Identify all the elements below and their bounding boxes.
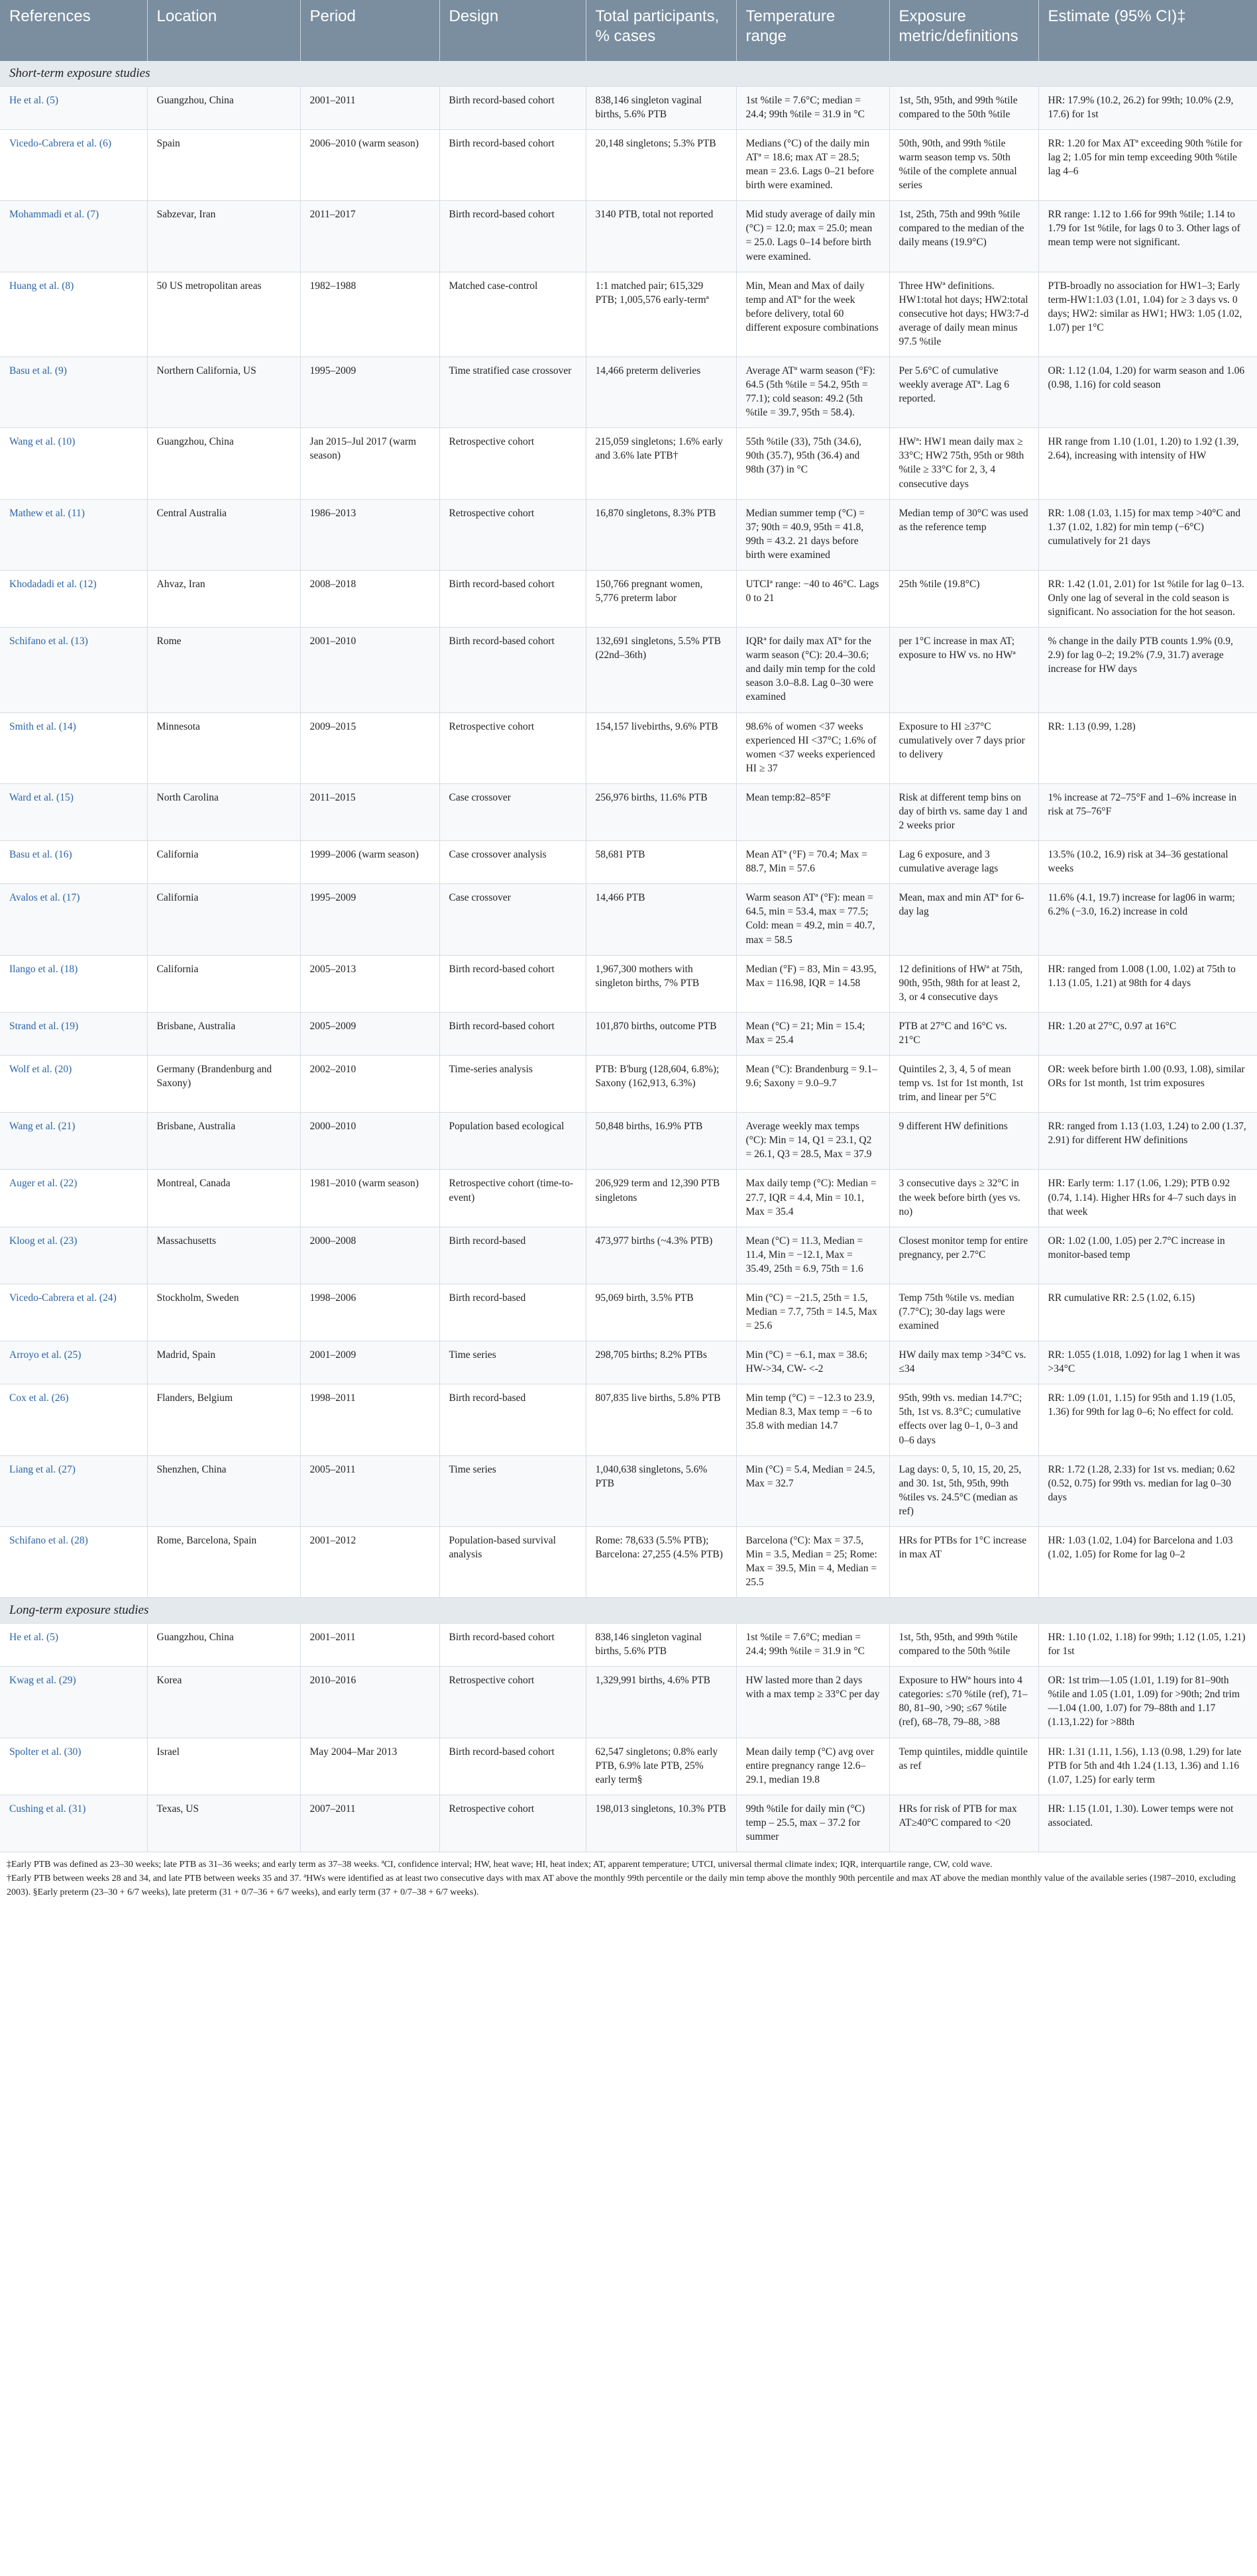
table-cell: PTB at 27°C and 16°C vs. 21°C [889, 1012, 1038, 1055]
table-cell: Ahvaz, Iran [147, 570, 300, 627]
table-cell: HR: ranged from 1.008 (1.00, 1.02) at 75th to 1.13 (1.05, 1.21) at 98th for 4 days [1038, 955, 1257, 1012]
table-cell: Temp quintiles, middle quintile as ref [889, 1738, 1038, 1795]
table-cell: Mean, max and min ATª for 6-day lag [889, 884, 1038, 955]
table-cell: Birth record-based cohort [439, 955, 586, 1012]
table-cell: 58,681 PTB [586, 841, 736, 884]
table-cell: Lag days: 0, 5, 10, 15, 20, 25, and 30. 1st, 5th, 95th, 99th %tiles vs. 24.5°C (median as ref) [889, 1455, 1038, 1526]
table-cell: Birth record-based cohort [439, 129, 586, 200]
table-cell: Massachusetts [147, 1227, 300, 1284]
table-cell: 2000–2010 [300, 1113, 439, 1170]
table-cell: 101,870 births, outcome PTB [586, 1012, 736, 1055]
reference-cell[interactable]: Mohammadi et al. (7) [0, 201, 147, 272]
table-cell: Korea [147, 1667, 300, 1738]
table-cell: 14,466 PTB [586, 884, 736, 955]
table-cell: OR: 1.12 (1.04, 1.20) for warm season and 1.06 (0.98, 1.16) for cold season [1038, 357, 1257, 428]
table-cell: HR: 1.15 (1.01, 1.30). Lower temps were not associated. [1038, 1795, 1257, 1852]
table-cell: Case crossover [439, 783, 586, 840]
table-cell: Madrid, Spain [147, 1341, 300, 1384]
table-cell: 50,848 births, 16.9% PTB [586, 1113, 736, 1170]
table-cell: Guangzhou, China [147, 428, 300, 499]
table-cell: Average ATª warm season (°F): 64.5 (5th %tile = 54.2, 95th = 77.1); cold season: 49.2 (5th %tile = 39.7, 95th = 58.4). [736, 357, 889, 428]
footnote: †Early PTB between weeks 28 and 34, and late PTB between weeks 35 and 37. ªHWs were identified as at least two consecutive days with max AT above the monthly 99th percentile or the daily min temp above the monthly 90th percentile and max AT above the median monthly value of the available series (1987–2010, excluding 2003). §Early preterm (23–30 + 6/7 weeks), late preterm (31 + 0/7–36 + 6/7 weeks), and early term (37 + 0/7–38 + 6/7 weeks). [7, 1874, 1236, 1897]
table-cell: Exposure to HWª hours into 4 categories: ≤70 %tile (ref), 71–80, 81–90, >90; ≤67 %tile (ref), 68–78, 79–88, >88 [889, 1667, 1038, 1738]
table-cell: Mid study average of daily min (°C) = 12.0; max = 25.0; mean = 25.0. Lags 0–14 before birth were examined. [736, 201, 889, 272]
table-cell: Central Australia [147, 499, 300, 570]
table-cell: PTB-broadly no association for HW1–3; Early term-HW1:1.03 (1.01, 1.04) for ≥ 3 days vs. 0 days; HW2: similar as HW1; HW3: 1.05 (1.02, 1.07) per 1°C [1038, 272, 1257, 357]
table-cell: HR: Early term: 1.17 (1.06, 1.29); PTB 0.92 (0.74, 1.14). Higher HRs for 4–7 such days in that week [1038, 1170, 1257, 1227]
table-row [0, 1284, 1257, 1341]
table-cell: Montreal, Canada [147, 1170, 300, 1227]
table-cell: Rome: 78,633 (5.5% PTB); Barcelona: 27,255 (4.5% PTB) [586, 1526, 736, 1597]
table-cell: Per 5.6°C of cumulative weekly average ATª. Lag 6 reported. [889, 357, 1038, 428]
table-cell: 2011–2017 [300, 201, 439, 272]
table-cell: Birth record-based [439, 1227, 586, 1284]
table-cell: Retrospective cohort [439, 1795, 586, 1852]
table-cell: 1995–2009 [300, 357, 439, 428]
table-cell: 2002–2010 [300, 1055, 439, 1112]
table-cell: 807,835 live births, 5.8% PTB [586, 1384, 736, 1455]
table-cell: 1998–2006 [300, 1284, 439, 1341]
table-cell: Mean ATª (°F) = 70.4; Max = 88.7, Min = 57.6 [736, 841, 889, 884]
table-cell: 50 US metropolitan areas [147, 272, 300, 357]
table-cell: OR: 1.02 (1.00, 1.05) per 2.7°C increase in monitor-based temp [1038, 1227, 1257, 1284]
reference-cell[interactable]: Schifano et al. (28) [0, 1526, 147, 1597]
reference-cell[interactable]: Ilango et al. (18) [0, 955, 147, 1012]
table-cell: 11.6% (4.1, 19.7) increase for lag06 in warm; 6.2% (−3.0, 16.2) increase in cold [1038, 884, 1257, 955]
table-cell: 1% increase at 72–75°F and 1–6% increase in risk at 75–76°F [1038, 783, 1257, 840]
table-cell: 3140 PTB, total not reported [586, 201, 736, 272]
table-cell: 473,977 births (~4.3% PTB) [586, 1227, 736, 1284]
table-cell: Retrospective cohort [439, 499, 586, 570]
table-cell: 298,705 births; 8.2% PTBs [586, 1341, 736, 1384]
table-cell: North Carolina [147, 783, 300, 840]
table-cell: HR range from 1.10 (1.01, 1.20) to 1.92 (1.39, 2.64), increasing with intensity of HW [1038, 428, 1257, 499]
table-row [0, 272, 1257, 357]
table-cell: 838,146 singleton vaginal births, 5.6% PTB [586, 86, 736, 129]
table-cell: Retrospective cohort [439, 428, 586, 499]
table-cell: 838,146 singleton vaginal births, 5.6% PTB [586, 1624, 736, 1667]
table-cell: PTB: B'burg (128,604, 6.8%); Saxony (162,913, 6.3%) [586, 1055, 736, 1112]
table-cell: Matched case-control [439, 272, 586, 357]
table-cell: Rome, Barcelona, Spain [147, 1526, 300, 1597]
table-cell: Flanders, Belgium [147, 1384, 300, 1455]
table-cell: Birth record-based [439, 1284, 586, 1341]
table-row [0, 86, 1257, 129]
table-cell: Mean (°C) = 11.3, Median = 11.4, Min = −12.1, Max = 35.49, 25th = 6.9, 75th = 1.6 [736, 1227, 889, 1284]
table-cell: Min temp (°C) = −12.3 to 23.9, Median 8.3, Max temp = −6 to 35.8 with median 14.7 [736, 1384, 889, 1455]
table-row [0, 1795, 1257, 1852]
table-cell: 50th, 90th, and 99th %tile warm season temp vs. 50th %tile of the complete annual series [889, 129, 1038, 200]
reference-cell[interactable]: Huang et al. (8) [0, 272, 147, 357]
reference-cell[interactable]: Avalos et al. (17) [0, 884, 147, 955]
table-cell: Mean daily temp (°C) avg over entire pregnancy range 12.6–29.1, median 19.8 [736, 1738, 889, 1795]
table-cell: 1981–2010 (warm season) [300, 1170, 439, 1227]
table-row [0, 1012, 1257, 1055]
header-exposure-metric: Exposure metric/definitions [889, 0, 1038, 61]
table-row [0, 1455, 1257, 1526]
table-cell: OR: 1st trim—1.05 (1.01, 1.19) for 81–90th %tile and 1.05 (1.01, 1.09) for >90th; 2nd trim—1.04 (1.00, 1.07) for 79–88th and 1.17 (1.13,1.22) for >88th [1038, 1667, 1257, 1738]
reference-cell[interactable]: Auger et al. (22) [0, 1170, 147, 1227]
table-cell: 2001–2010 [300, 628, 439, 712]
table-cell: 1995–2009 [300, 884, 439, 955]
reference-cell[interactable]: Vicedo-Cabrera et al. (24) [0, 1284, 147, 1341]
header-temperature-range: Temperature range [736, 0, 889, 61]
table-cell: 1st, 5th, 95th, and 99th %tile compared to the 50th %tile [889, 1624, 1038, 1667]
table-cell: RR: 1.42 (1.01, 2.01) for 1st %tile for lag 0–13. Only one lag of several in the cold season is significant. No association for the hot season. [1038, 570, 1257, 627]
table-cell: 154,157 livebirths, 9.6% PTB [586, 712, 736, 783]
table-cell: Max daily temp (°C): Median = 27.7, IQR = 4.4, Min = 10.1, Max = 35.4 [736, 1170, 889, 1227]
table-cell: Guangzhou, China [147, 1624, 300, 1667]
table-cell: HRs for PTBs for 1°C increase in max AT [889, 1526, 1038, 1597]
table-cell: May 2004–Mar 2013 [300, 1738, 439, 1795]
table-cell: Time series [439, 1341, 586, 1384]
table-cell: Population-based survival analysis [439, 1526, 586, 1597]
header-participants: Total participants, % cases [586, 0, 736, 61]
table-cell: Brisbane, Australia [147, 1012, 300, 1055]
table-cell: Birth record-based cohort [439, 1624, 586, 1667]
table-cell: 1986–2013 [300, 499, 439, 570]
table-cell: HR: 1.10 (1.02, 1.18) for 99th; 1.12 (1.05, 1.21) for 1st [1038, 1624, 1257, 1667]
table-cell: Birth record-based cohort [439, 1012, 586, 1055]
table-cell: 1st, 25th, 75th and 99th %tile compared to the median of the daily means (19.9°C) [889, 201, 1038, 272]
table-cell: Median (°F) = 83, Min = 43.95, Max = 116.98, IQR = 14.58 [736, 955, 889, 1012]
table-cell: RR: 1.055 (1.018, 1.092) for lag 1 when it was >34°C [1038, 1341, 1257, 1384]
table-cell: 1:1 matched pair; 615,329 PTB; 1,005,576 early-termª [586, 272, 736, 357]
reference-cell[interactable]: Schifano et al. (13) [0, 628, 147, 712]
table-row [0, 129, 1257, 200]
table-cell: Texas, US [147, 1795, 300, 1852]
reference-cell[interactable]: Khodadadi et al. (12) [0, 570, 147, 627]
table-cell: Case crossover [439, 884, 586, 955]
table-cell: 150,766 pregnant women, 5,776 preterm labor [586, 570, 736, 627]
table-cell: RR: 1.72 (1.28, 2.33) for 1st vs. median; 0.62 (0.52, 0.75) for 99th vs. median for lag 0–30 days [1038, 1455, 1257, 1526]
table-cell: 2009–2015 [300, 712, 439, 783]
table-cell: RR cumulative RR: 2.5 (1.02, 6.15) [1038, 1284, 1257, 1341]
table-cell: Birth record-based cohort [439, 201, 586, 272]
table-cell: RR: 1.08 (1.03, 1.15) for max temp >40°C and 1.37 (1.02, 1.82) for min temp (−6°C) cumulatively for 21 days [1038, 499, 1257, 570]
reference-cell[interactable]: Mathew et al. (11) [0, 499, 147, 570]
table-cell: 1st %tile = 7.6°C; median = 24.4; 99th %tile = 31.9 in °C [736, 1624, 889, 1667]
table-cell: 198,013 singletons, 10.3% PTB [586, 1795, 736, 1852]
table-cell: 1st, 5th, 95th, and 99th %tile compared to the 50th %tile [889, 86, 1038, 129]
table-cell: HR: 1.20 at 27°C, 0.97 at 16°C [1038, 1012, 1257, 1055]
table-cell: 12 definitions of HWª at 75th, 90th, 95th, 98th for at least 2, 3, or 4 consecutive days [889, 955, 1038, 1012]
table-cell: 14,466 preterm deliveries [586, 357, 736, 428]
footnote: ‡Early PTB was defined as 23–30 weeks; late PTB as 31–36 weeks; and early term as 37–38 weeks. ªCI, confidence interval; HW, heat wave; HI, heat index; AT, apparent temperature; UTCI, universal thermal climate index; IQR, interquartile range, CW, cold wave. [7, 1860, 993, 1870]
table-cell: Germany (Brandenburg and Saxony) [147, 1055, 300, 1112]
table-cell: HWª: HW1 mean daily max ≥ 33°C; HW2 75th, 95th or 98th %tile ≥ 33°C for 2, 3, 4 consecutive days [889, 428, 1038, 499]
table-cell: 2006–2010 (warm season) [300, 129, 439, 200]
table-cell: Min (°C) = −21.5, 25th = 1.5, Median = 7.7, 75th = 14.5, Max = 25.6 [736, 1284, 889, 1341]
reference-cell[interactable]: Wang et al. (21) [0, 1113, 147, 1170]
table-cell: Time-series analysis [439, 1055, 586, 1112]
table-cell: 55th %tile (33), 75th (34.6), 90th (35.7), 95th (36.4) and 98th (37) in °C [736, 428, 889, 499]
table-cell: Min (°C) = −6.1, max = 38.6; HW->34, CW- <-2 [736, 1341, 889, 1384]
table-row [0, 357, 1257, 428]
section-title: Long-term exposure studies [0, 1598, 1257, 1624]
table-cell: Closest monitor temp for entire pregnancy, per 2.7°C [889, 1227, 1038, 1284]
table-cell: Jan 2015–Jul 2017 (warm season) [300, 428, 439, 499]
table-row [0, 1113, 1257, 1170]
table-cell: Time stratified case crossover [439, 357, 586, 428]
table-cell: HW daily max temp >34°C vs. ≤34 [889, 1341, 1038, 1384]
table-cell: Birth record-based cohort [439, 1738, 586, 1795]
table-row [0, 1667, 1257, 1738]
table-cell: HR: 1.03 (1.02, 1.04) for Barcelona and 1.03 (1.02, 1.05) for Rome for lag 0–2 [1038, 1526, 1257, 1597]
table-cell: 2011–2015 [300, 783, 439, 840]
table-cell: HR: 17.9% (10.2, 26.2) for 99th; 10.0% (2.9, 17.6) for 1st [1038, 86, 1257, 129]
table-cell: UTCIª range: −40 to 46°C. Lags 0 to 21 [736, 570, 889, 627]
reference-cell[interactable]: Wang et al. (10) [0, 428, 147, 499]
table-cell: 215,059 singletons; 1.6% early and 3.6% late PTB† [586, 428, 736, 499]
table-cell: Spain [147, 129, 300, 200]
reference-cell[interactable]: Ward et al. (15) [0, 783, 147, 840]
table-cell: 9 different HW definitions [889, 1113, 1038, 1170]
table-cell: per 1°C increase in max AT; exposure to HW vs. no HWª [889, 628, 1038, 712]
table-cell: 2005–2013 [300, 955, 439, 1012]
table-cell: 2001–2009 [300, 1341, 439, 1384]
reference-cell[interactable]: Smith et al. (14) [0, 712, 147, 783]
table-cell: California [147, 884, 300, 955]
table-cell: 98.6% of women <37 weeks experienced HI <37°C; 1.6% of women <37 weeks experienced HI ≥ 37 [736, 712, 889, 783]
table-cell: HRs for risk of PTB for max AT≥40°C compared to <20 [889, 1795, 1038, 1852]
reference-cell[interactable]: Arroyo et al. (25) [0, 1341, 147, 1384]
table-cell: Barcelona (°C): Max = 37.5, Min = 3.5, Median = 25; Rome: Max = 39.5, Min = 4, Median = 25.5 [736, 1526, 889, 1597]
reference-cell[interactable]: Spolter et al. (30) [0, 1738, 147, 1795]
table-row [0, 712, 1257, 783]
table-cell: 99th %tile for daily min (°C) temp – 25.5, max – 37.2 for summer [736, 1795, 889, 1852]
header-references: References [0, 0, 147, 61]
table-row [0, 1227, 1257, 1284]
table-cell: Min (°C) = 5.4, Median = 24.5, Max = 32.7 [736, 1455, 889, 1526]
header-row [0, 0, 1257, 61]
table-cell: 1,040,638 singletons, 5.6% PTB [586, 1455, 736, 1526]
table-row [0, 1341, 1257, 1384]
table-cell: 1982–1988 [300, 272, 439, 357]
table-cell: Sabzevar, Iran [147, 201, 300, 272]
reference-cell[interactable]: He et al. (5) [0, 1624, 147, 1667]
table-row [0, 201, 1257, 272]
table-cell: RR: ranged from 1.13 (1.03, 1.24) to 2.00 (1.37, 2.91) for different HW definitions [1038, 1113, 1257, 1170]
table-cell: 13.5% (10.2, 16.9) risk at 34–36 gestational weeks [1038, 841, 1257, 884]
reference-cell[interactable]: Basu et al. (9) [0, 357, 147, 428]
table-row [0, 1624, 1257, 1667]
footnotes [0, 1852, 1257, 1903]
table-cell: Three HWª definitions. HW1:total hot days; HW2:total consecutive hot days; HW3:7-d average of daily mean minus 97.5 %tile [889, 272, 1038, 357]
table-cell: Median temp of 30°C was used as the reference temp [889, 499, 1038, 570]
table-cell: Shenzhen, China [147, 1455, 300, 1526]
table-cell: HR: 1.31 (1.11, 1.56), 1.13 (0.98, 1.29) for late PTB for 5th and 4th 1.24 (1.13, 1.36) and 1.16 (1.07, 1.25) for early term [1038, 1738, 1257, 1795]
table-cell: Warm season ATª (°F): mean = 64.5, min = 53.4, max = 77.5; Cold: mean = 49.2, min = 40.7, max = 58.5 [736, 884, 889, 955]
table-cell: Birth record-based [439, 1384, 586, 1455]
table-cell: 2000–2008 [300, 1227, 439, 1284]
table-cell: Retrospective cohort [439, 1667, 586, 1738]
table-cell: Minnesota [147, 712, 300, 783]
table-cell: 132,691 singletons, 5.5% PTB (22nd–36th) [586, 628, 736, 712]
table-cell: California [147, 955, 300, 1012]
table-cell: Temp 75th %tile vs. median (7.7°C); 30-day lags were examined [889, 1284, 1038, 1341]
table-cell: Min, Mean and Max of daily temp and ATª for the week before delivery, total 60 different exposure combinations [736, 272, 889, 357]
table-cell: 95,069 birth, 3.5% PTB [586, 1284, 736, 1341]
table-cell: 2005–2009 [300, 1012, 439, 1055]
table-row [0, 628, 1257, 712]
table-cell: 95th, 99th vs. median 14.7°C; 5th, 1st vs. 8.3°C; cumulative effects over lag 0–1, 0–3 and 0–6 days [889, 1384, 1038, 1455]
table-cell: Birth record-based cohort [439, 86, 586, 129]
table-cell: Quintiles 2, 3, 4, 5 of mean temp vs. 1st for 1st month, 1st trim, and linear per 5°C [889, 1055, 1038, 1112]
table-cell: 25th %tile (19.8°C) [889, 570, 1038, 627]
reference-cell[interactable]: Cushing et al. (31) [0, 1795, 147, 1852]
table-cell: OR: week before birth 1.00 (0.93, 1.08), similar ORs for 1st month, 1st trim exposures [1038, 1055, 1257, 1112]
table-cell: RR: 1.13 (0.99, 1.28) [1038, 712, 1257, 783]
table-cell: RR: 1.20 for Max ATª exceeding 90th %tile for lag 2; 1.05 for min temp exceeding 90th %tile lag 4–6 [1038, 129, 1257, 200]
table-cell: California [147, 841, 300, 884]
table-cell: 2010–2016 [300, 1667, 439, 1738]
table-cell: 1,967,300 mothers with singleton births, 7% PTB [586, 955, 736, 1012]
table-cell: 62,547 singletons; 0.8% early PTB, 6.9% late PTB, 25% early term§ [586, 1738, 736, 1795]
header-estimate: Estimate (95% CI)‡ [1038, 0, 1257, 61]
table-row [0, 1170, 1257, 1227]
table-row [0, 1738, 1257, 1795]
header-design: Design [439, 0, 586, 61]
reference-cell[interactable]: Liang et al. (27) [0, 1455, 147, 1526]
table-cell: 1999–2006 (warm season) [300, 841, 439, 884]
table-cell: 2001–2011 [300, 1624, 439, 1667]
reference-cell[interactable]: Wolf et al. (20) [0, 1055, 147, 1112]
table-row [0, 783, 1257, 840]
table-cell: Average weekly max temps (°C): Min = 14, Q1 = 23.1, Q2 = 26.1, Q3 = 28.5, Max = 37.9 [736, 1113, 889, 1170]
table-cell: 1998–2011 [300, 1384, 439, 1455]
table-cell: Population based ecological [439, 1113, 586, 1170]
table-row [0, 1055, 1257, 1112]
table-cell: Birth record-based cohort [439, 628, 586, 712]
table-cell: HW lasted more than 2 days with a max temp ≥ 33°C per day [736, 1667, 889, 1738]
table-cell: 2005–2011 [300, 1455, 439, 1526]
table-cell: Mean temp:82–85°F [736, 783, 889, 840]
reference-cell[interactable]: Strand et al. (19) [0, 1012, 147, 1055]
table-cell: Retrospective cohort [439, 712, 586, 783]
table-cell: Case crossover analysis [439, 841, 586, 884]
table-cell: Guangzhou, China [147, 86, 300, 129]
table-row [0, 1526, 1257, 1597]
reference-cell[interactable]: Vicedo-Cabrera et al. (6) [0, 129, 147, 200]
header-period: Period [300, 0, 439, 61]
table-cell: 1,329,991 births, 4.6% PTB [586, 1667, 736, 1738]
table-row [0, 1384, 1257, 1455]
table-cell: Mean (°C) = 21; Min = 15.4; Max = 25.4 [736, 1012, 889, 1055]
table-row [0, 955, 1257, 1012]
table-cell: Retrospective cohort (time-to-event) [439, 1170, 586, 1227]
table-cell: 206,929 term and 12,390 PTB singletons [586, 1170, 736, 1227]
table-cell: 16,870 singletons, 8.3% PTB [586, 499, 736, 570]
table-cell: 2007–2011 [300, 1795, 439, 1852]
table-row [0, 428, 1257, 499]
table-cell: RR: 1.09 (1.01, 1.15) for 95th and 1.19 (1.05, 1.36) for 99th for lag 0–6; No effect for cold. [1038, 1384, 1257, 1455]
table-row [0, 570, 1257, 627]
table-row [0, 884, 1257, 955]
table-cell: Exposure to HI ≥37°C cumulatively over 7 days prior to delivery [889, 712, 1038, 783]
table-row [0, 499, 1257, 570]
table-cell: 256,976 births, 11.6% PTB [586, 783, 736, 840]
table-row [0, 841, 1257, 884]
table-cell: % change in the daily PTB counts 1.9% (0.9, 2.9) for lag 0–2; 19.2% (7.9, 31.7) average increase for HW days [1038, 628, 1257, 712]
reference-cell[interactable]: Basu et al. (16) [0, 841, 147, 884]
section-title: Short-term exposure studies [0, 61, 1257, 86]
table-cell: Stockholm, Sweden [147, 1284, 300, 1341]
header-location: Location [147, 0, 300, 61]
table-cell: Israel [147, 1738, 300, 1795]
reference-cell[interactable]: Kwag et al. (29) [0, 1667, 147, 1738]
table-cell: Rome [147, 628, 300, 712]
section-row [0, 61, 1257, 86]
reference-cell[interactable]: Cox et al. (26) [0, 1384, 147, 1455]
table-cell: Brisbane, Australia [147, 1113, 300, 1170]
table-cell: 3 consecutive days ≥ 32°C in the week before birth (yes vs. no) [889, 1170, 1038, 1227]
reference-cell[interactable]: Kloog et al. (23) [0, 1227, 147, 1284]
table-cell: Risk at different temp bins on day of birth vs. same day 1 and 2 weeks prior [889, 783, 1038, 840]
table-cell: Lag 6 exposure, and 3 cumulative average lags [889, 841, 1038, 884]
table-cell: 2008–2018 [300, 570, 439, 627]
table-cell: RR range: 1.12 to 1.66 for 99th %tile; 1.14 to 1.79 for 1st %tile, for lags 0 to 3. Other lags of mean temp were not significant. [1038, 201, 1257, 272]
table-cell: Time series [439, 1455, 586, 1526]
table-cell: 2001–2011 [300, 86, 439, 129]
table-cell: Mean (°C): Brandenburg = 9.1–9.6; Saxony = 9.0–9.7 [736, 1055, 889, 1112]
table-cell: 20,148 singletons; 5.3% PTB [586, 129, 736, 200]
reference-cell[interactable]: He et al. (5) [0, 86, 147, 129]
table-body [0, 61, 1257, 1852]
table-cell: Northern California, US [147, 357, 300, 428]
table-cell: Median summer temp (°C) = 37; 90th = 40.9, 95th = 41.8, 99th = 43.2. 21 days before birth were examined [736, 499, 889, 570]
table-cell: 2001–2012 [300, 1526, 439, 1597]
section-row [0, 1598, 1257, 1624]
table-cell: Birth record-based cohort [439, 570, 586, 627]
table-cell: Medians (°C) of the daily min ATª = 18.6; max AT = 28.5; mean = 23.6. Lags 0–21 before birth were examined. [736, 129, 889, 200]
table-cell: IQRª for daily max ATª for the warm season (°C): 20.4–30.6; and daily min temp for the cold season 3.0–8.8. Lag 0–30 were examined [736, 628, 889, 712]
table-cell: 1st %tile = 7.6°C; median = 24.4; 99th %tile = 31.9 in °C [736, 86, 889, 129]
